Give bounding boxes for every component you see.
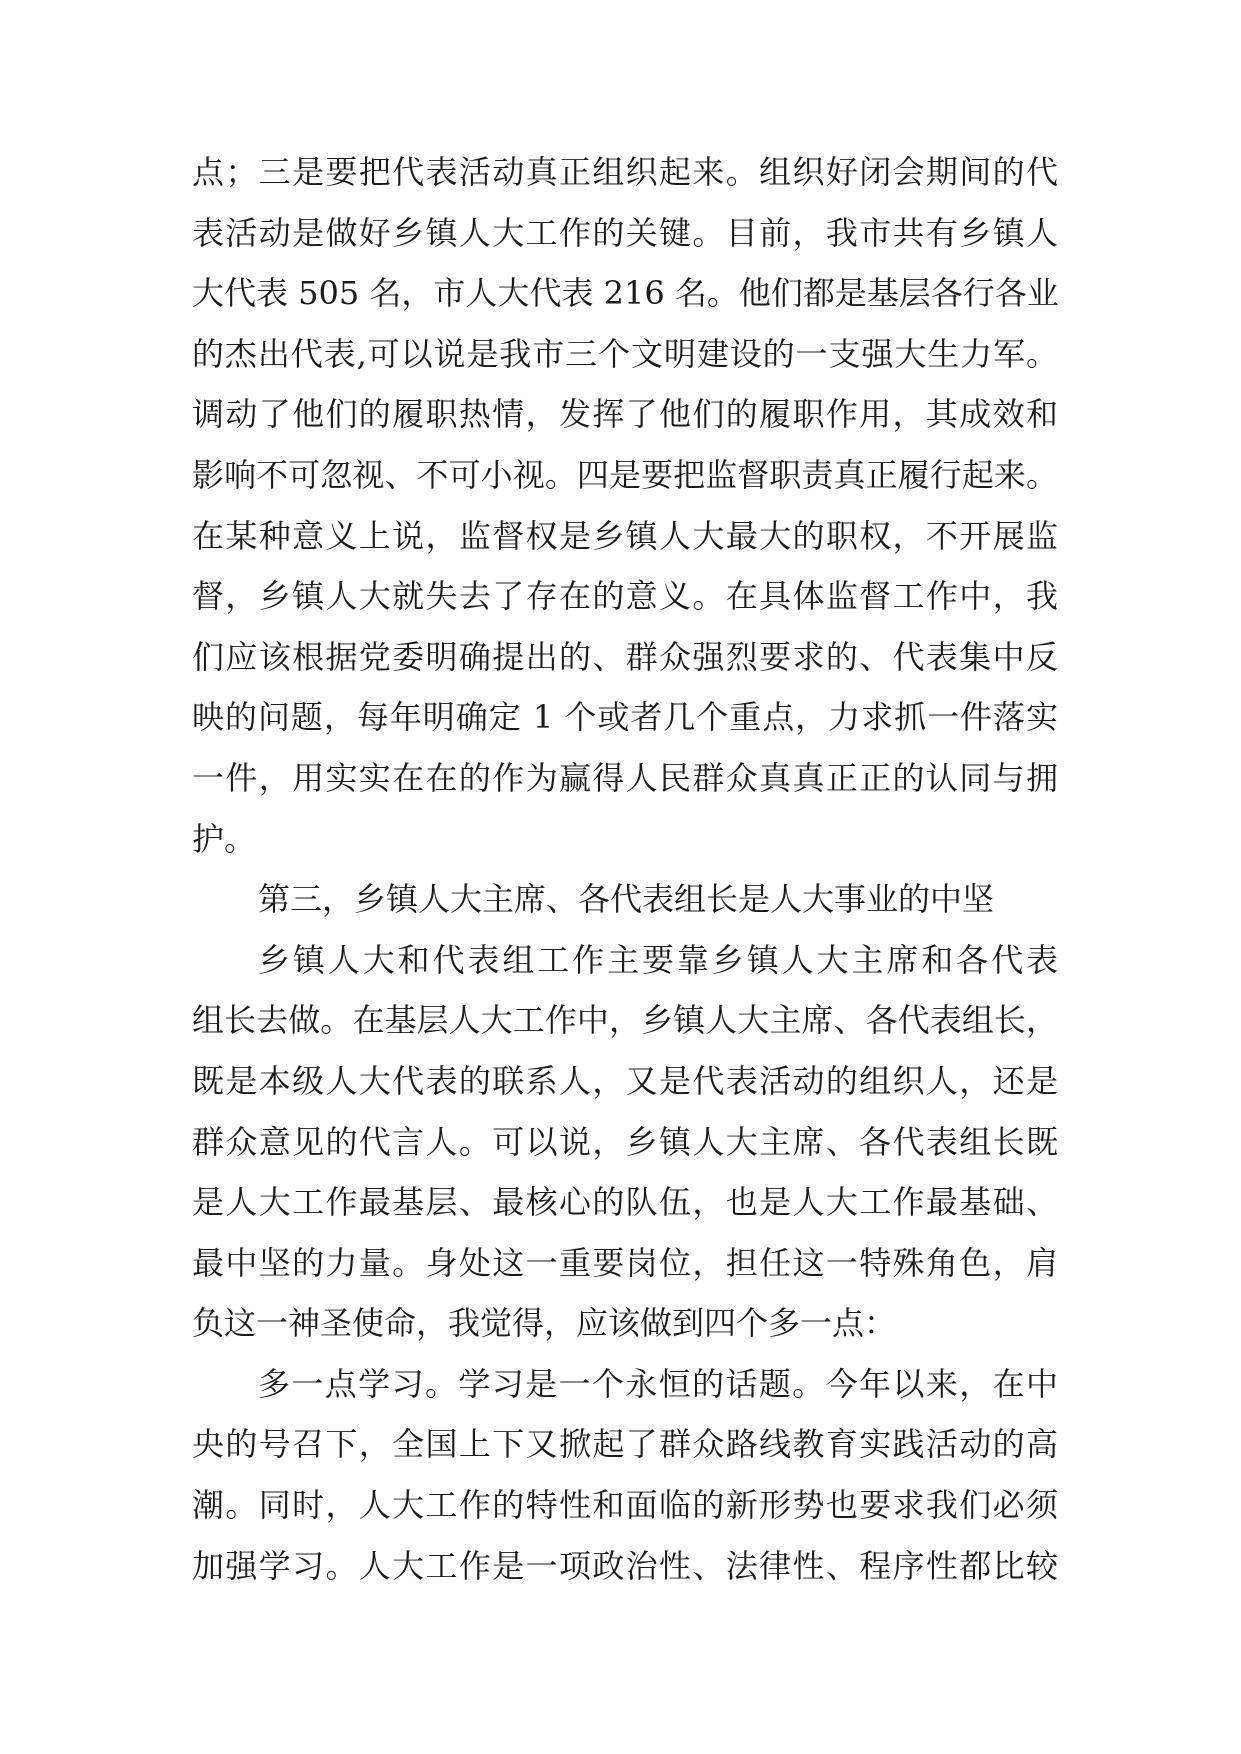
text-line: 最中坚的力量。身处这一重要岗位，担任这一特殊角色，肩 <box>192 1243 1058 1282</box>
text-line: 乡镇人大和代表组工作主要靠乡镇人大主席和各代表 <box>258 940 1058 979</box>
text-line: 潮。同时，人大工作的特性和面临的新形势也要求我们必须 <box>192 1486 1058 1525</box>
text-line: 负这一神圣使命，我觉得，应该做到四个多一点： <box>192 1304 897 1343</box>
document-page <box>192 142 1058 1596</box>
text-line: 护。 <box>192 819 257 858</box>
text-line: 调动了他们的履职热情，发挥了他们的履职作用，其成效和 <box>192 395 1058 434</box>
text-line: 督，乡镇人大就失去了存在的意义。在具体监督工作中，我 <box>192 577 1058 616</box>
text-line: 在某种意义上说，监督权是乡镇人大最大的职权，不开展监 <box>192 516 1058 555</box>
text-line: 组长去做。在基层人大工作中，乡镇人大主席、各代表组长， <box>192 1001 1058 1040</box>
text-line: 多一点学习。学习是一个永恒的话题。今年以来，在中 <box>258 1364 1058 1403</box>
text-line: 影响不可忽视、不可小视。四是要把监督职责真正履行起来。 <box>192 455 1058 494</box>
text-line: 是人大工作最基层、最核心的队伍，也是人大工作最基础、 <box>192 1183 1058 1222</box>
text-line: 们应该根据党委明确提出的、群众强烈要求的、代表集中反 <box>192 637 1058 676</box>
text-line: 的杰出代表,可以说是我市三个文明建设的一支强大生力军。 <box>192 334 1058 373</box>
text-line: 群众意见的代言人。可以说，乡镇人大主席、各代表组长既 <box>192 1122 1058 1161</box>
text-line: 央的号召下，全国上下又掀起了群众路线教育实践活动的高 <box>192 1425 1058 1464</box>
text-line: 一件，用实实在在的作为赢得人民群众真真正正的认同与拥 <box>192 758 1058 797</box>
text-line: 加强学习。人大工作是一项政治性、法律性、程序性都比较 <box>192 1546 1058 1585</box>
text-line: 点；三是要把代表活动真正组织起来。组织好闭会期间的代 <box>192 153 1058 191</box>
text-line: 大代表 505 名，市人大代表 216 名。他们都是基层各行各业 <box>192 274 1059 313</box>
text-line: 映的问题，每年明确定 1 个或者几个重点，力求抓一件落实 <box>192 698 1058 737</box>
text-line: 既是本级人大代表的联系人，又是代表活动的组织人，还是 <box>192 1061 1058 1100</box>
section-heading: 第三，乡镇人大主席、各代表组长是人大事业的中坚 <box>258 880 995 919</box>
text-line: 表活动是做好乡镇人大工作的关键。目前，我市共有乡镇人 <box>192 213 1058 252</box>
